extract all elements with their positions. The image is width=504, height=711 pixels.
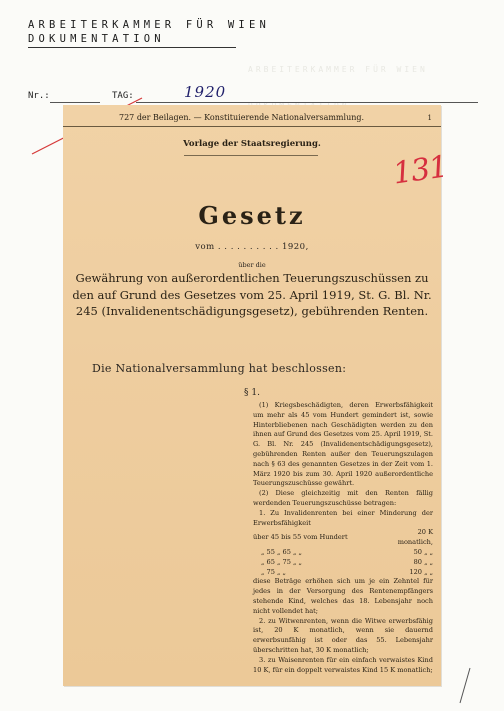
page-number: 1 (427, 114, 432, 122)
vorlage-rule (184, 155, 318, 156)
rate-range: über 45 bis 55 vom Hundert (253, 533, 348, 542)
pencil-mark (457, 667, 473, 705)
rate-range: „ 55 „ 65 „ „ (261, 547, 302, 556)
rate-range: „ 75 „ „ (261, 567, 286, 576)
law-title: Gesetz (198, 201, 306, 230)
paragraph-2: (2) Diese gleichzeitig mit den Renten fällig werdenden Teuerungszuschüsse betragen: (253, 489, 433, 507)
archive-meta-row (28, 83, 478, 105)
law-subject: Gewährung von außerordentlichen Teuerungszuschüssen zu den auf Grund des Gesetzes vom 25. April 1919, St. G. Bl. Nr. 245 (Invalidenentschädigungsgesetz), gebührenden Renten. (72, 271, 432, 318)
paragraph-heading: § 1. (244, 388, 260, 398)
nr-rule (50, 102, 100, 103)
item-1-outro: diese Beträge erhöhen sich um je ein Zehntel für jedes in der Versorgung des Rentenempfängers stehende Kind, welches das 18. Lebensjahr noch nicht vollendet hat; (253, 577, 433, 615)
enactment-clause: Die Nationalversammlung hat beschlossen: (92, 362, 347, 375)
tag-label: TAG: (112, 91, 134, 101)
rate-amount: 50 „ „ (413, 547, 433, 556)
ueber-die: über die (238, 261, 266, 269)
rate-amount: 120 „ „ (409, 567, 433, 576)
rate-row (253, 548, 433, 558)
item-3: 3. zu Waisenrenten für ein einfach verwaistes Kind 10 K, für ein doppelt verwaistes Kind 15 K monatlich; (253, 655, 433, 674)
item-1-intro: 1. Zu Invalidenrenten bei einer Minderung der Erwerbsfähigkeit (253, 508, 433, 527)
nr-label: Nr.: (28, 91, 50, 101)
date-line: vom . . . . . . . . . . 1920, (195, 242, 309, 252)
rate-range: „ 65 „ 75 „ „ (261, 557, 302, 566)
vorlage-heading: Vorlage der Staatsregierung. (183, 139, 321, 149)
header-rule (63, 126, 441, 127)
ghost-line-1: ARBEITERKAMMER FÜR WIEN (248, 65, 428, 74)
archive-header (28, 18, 270, 46)
rate-amount: 80 „ „ (413, 557, 433, 566)
rate-table (253, 528, 433, 577)
red-document-number: 131 (390, 149, 450, 192)
sheet-header (63, 112, 441, 126)
item-2: 2. zu Witwenrenten, wenn die Witwe erwerbsfähig ist, 20 K monatlich, wenn sie dauernd erwerbsunfähig ist oder das 55. Lebensjahr überschritten hat, 30 K monatlich; (253, 616, 433, 654)
beilagen-header: 727 der Beilagen. — Konstituierende Nationalversammlung. (119, 113, 365, 122)
rate-row (253, 568, 433, 578)
paragraph-body (253, 401, 433, 675)
rate-row (253, 558, 433, 568)
archive-institution: ARBEITERKAMMER FÜR WIEN (28, 19, 270, 31)
tag-rule (136, 102, 478, 103)
tag-value-handwritten: 1920 (184, 83, 227, 101)
document-sheet (63, 105, 450, 686)
archive-rule (28, 47, 236, 48)
paragraph-1: (1) Kriegsbeschädigten, deren Erwerbsfähigkeit um mehr als 45 vom Hundert gemindert ist, sowie Hinterbliebenen nach Geschädigten werden zu den ihnen auf Grund des Gesetzes vom 25. April 1919, St. G. Bl. Nr. 245 (Invalidenentschädigungsgesetz), gebührenden Renten außer den Teuerungszulagen nach § 63 des genannten Gesetzes in der Zeit vom 1. März 1920 bis zum 30. April 1920 außerordentliche Teuerungszuschüsse gewährt. (253, 401, 433, 488)
rate-amount: 20 K monatlich, (397, 528, 433, 547)
archive-department: DOKUMENTATION (28, 33, 165, 45)
rate-row (253, 528, 433, 548)
